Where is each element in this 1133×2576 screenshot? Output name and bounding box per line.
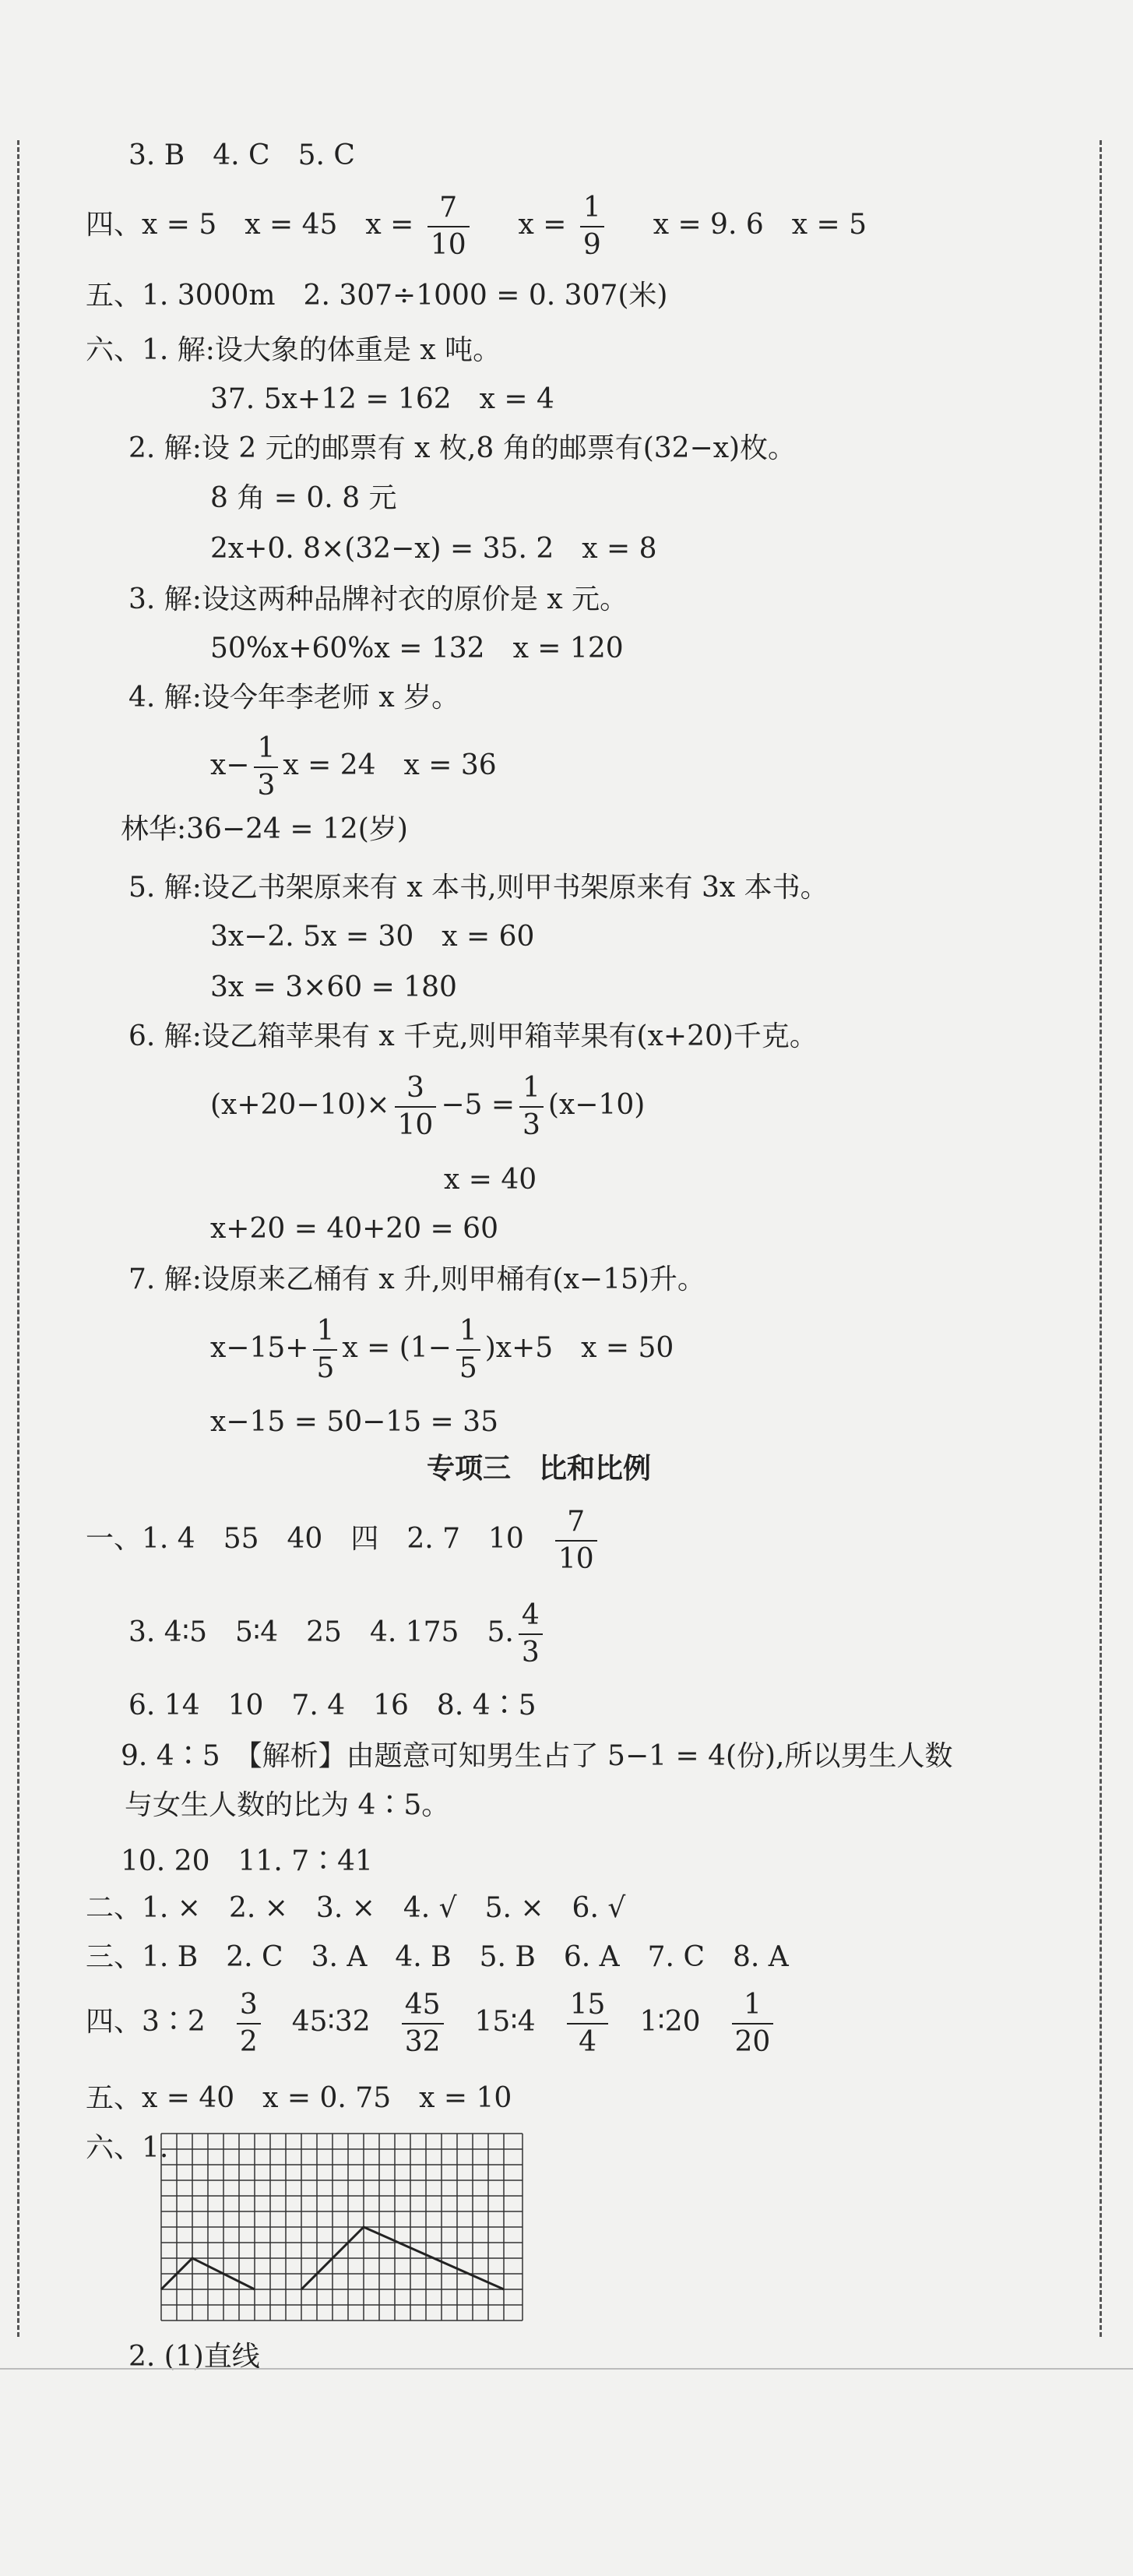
answer-line: 3. B 4. C 5. C (128, 139, 355, 171)
answer-line: 3. 解:设这两种品牌衬衣的原价是 x 元。 (128, 583, 628, 615)
answer-line: 3x = 3×60 = 180 (210, 971, 457, 1003)
fraction: $\frac{1}{5}$ (313, 1316, 337, 1383)
fraction: $\frac{3}{10}$ (395, 1073, 437, 1140)
answer-line: 2. (1)直线 (128, 2341, 260, 2373)
fraction: $\frac{1}{3}$ (254, 734, 278, 801)
page-footer-line (0, 2368, 1133, 2370)
answer-line: 林华:36−24 = 12(岁) (121, 813, 408, 845)
answer-line: 3x−2. 5x = 30 x = 60 (210, 921, 535, 953)
answer-line: 10. 20 11. 7∶41 (121, 1845, 373, 1877)
fraction: $\frac{7}{10}$ (555, 1507, 597, 1574)
answer-line: 二、1. × 2. × 3. × 4. √ 5. × 6. √ (86, 1892, 626, 1924)
answer-line-fractions: 一、1. 4 55 40 四 2. 7 10 $\frac{7}{10}$ (86, 1507, 602, 1574)
answer-line: 五、1. 3000m 2. 307÷1000 = 0. 307(米) (86, 280, 668, 312)
answer-line-fractions: x− $\frac{1}{3}$ x = 24 x = 36 (210, 732, 497, 802)
fraction: $\frac{4}{3}$ (519, 1601, 543, 1668)
right-dashed-border (1100, 140, 1102, 2337)
answer-line: 与女生人数的比为 4∶5。 (125, 1789, 450, 1821)
answer-line: 9. 4∶5 【解析】由题意可知男生占了 5−1 = 4(份),所以男生人数 (121, 1740, 953, 1772)
answer-line: 三、1. B 2. C 3. A 4. B 5. B 6. A 7. C 8. A (86, 1941, 789, 1973)
answer-line: 6. 解:设乙箱苹果有 x 千克,则甲箱苹果有(x+20)千克。 (128, 1020, 818, 1052)
answer-line-fractions: (x+20−10)× $\frac{3}{10}$ −5 = $\frac{1}{3}$ (x−10) (210, 1072, 646, 1141)
fraction: $\frac{15}{4}$ (567, 1990, 609, 2057)
answer-line: 6. 14 10 7. 4 16 8. 4∶5 (128, 1690, 537, 1721)
grid-triangle-figure (160, 2132, 526, 2323)
fraction: $\frac{45}{32}$ (402, 1990, 444, 2057)
answer-line: 4. 解:设今年李老师 x 岁。 (128, 682, 460, 714)
fraction: $\frac{7}{10}$ (428, 193, 470, 260)
answer-line-fractions: 四、x = 5 x = 45 x = $\frac{7}{10}$ x = $\frac{1}{9}$ x = 9. 6 x = 5 (86, 192, 867, 261)
grid-lines (161, 2134, 523, 2321)
answer-line: 50%x+60%x = 132 x = 120 (210, 633, 624, 664)
answer-line: 7. 解:设原来乙桶有 x 升,则甲桶有(x−15)升。 (128, 1263, 705, 1295)
section-title: 专项三 比和比例 (427, 1453, 652, 1485)
answer-line: 5. 解:设乙书架原来有 x 本书,则甲书架原来有 3x 本书。 (128, 872, 829, 904)
fraction: $\frac{1}{3}$ (519, 1073, 544, 1140)
answer-line: 8 角 = 0. 8 元 (210, 482, 397, 514)
answer-line: 2x+0. 8×(32−x) = 35. 2 x = 8 (210, 533, 657, 565)
answer-line: 2. 解:设 2 元的邮票有 x 枚,8 角的邮票有(32−x)枚。 (128, 432, 797, 464)
fraction: $\frac{1}{5}$ (456, 1316, 480, 1383)
answer-line: x+20 = 40+20 = 60 (210, 1213, 498, 1245)
answer-line: x = 40 (444, 1164, 537, 1196)
answer-line-fractions: x−15+ $\frac{1}{5}$ x = (1− $\frac{1}{5}$ )x+5 x = 50 (210, 1315, 674, 1384)
answer-line: 六、1. (86, 2132, 169, 2164)
answer-line: 37. 5x+12 = 162 x = 4 (210, 383, 554, 415)
fraction: $\frac{3}{2}$ (237, 1990, 261, 2057)
fraction: $\frac{1}{9}$ (580, 193, 604, 260)
answer-line: 五、x = 40 x = 0. 75 x = 10 (86, 2082, 512, 2114)
answer-line: x−15 = 50−15 = 35 (210, 1406, 498, 1438)
fraction: $\frac{1}{20}$ (732, 1990, 774, 2057)
left-dashed-border (17, 140, 19, 2337)
answer-line-fractions: 四、3∶2 $\frac{3}{2}$ 45∶32 $\frac{45}{32}$ 15∶4 $\frac{15}{4}$ 1∶20 $\frac{1}{20}$ (86, 1990, 778, 2057)
answer-line: 六、1. 解:设大象的体重是 x 吨。 (86, 334, 501, 366)
answer-line-fractions: 3. 4∶5 5∶4 25 4. 175 5. $\frac{4}{3}$ (128, 1601, 547, 1668)
